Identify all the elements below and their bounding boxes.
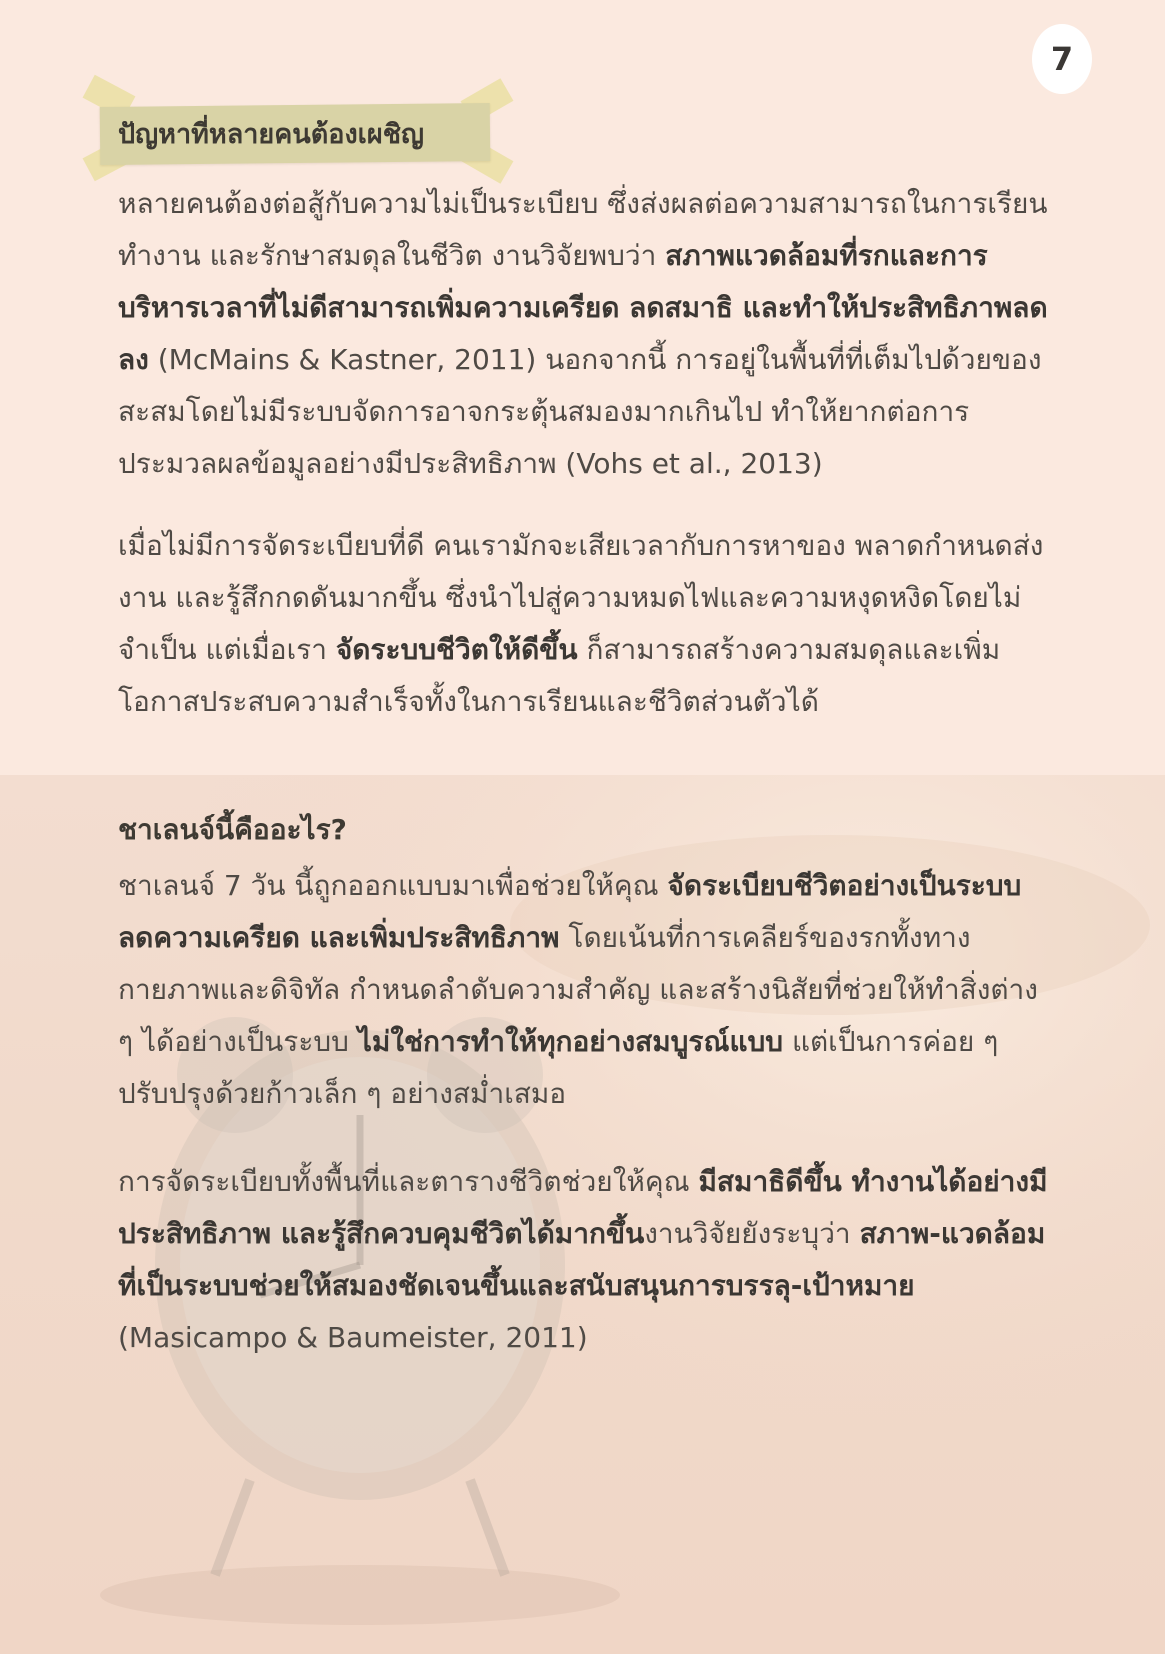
text-run: ชาเลนจ์ 7 วัน นี้ถูกออกแบบมาเพื่อช่วยให้คุณ [118,869,668,902]
problems-paragraph-1 [118,178,1058,490]
bold-text-run: สภาพ-แวดล้อมที่เป็นระบบช่วยให้สมองชัดเจนขึ้นและสนับสนุนการบรรลุ-เป้าหมาย [118,1217,1046,1302]
text-run: หลายคนต้องต่อสู้กับความไม่เป็นระเบียบ ซึ่งส่งผลต่อความสามารถในการเรียน ทำงาน และรักษาสมดุลในชีวิต งานวิจัยพบว่า [118,187,1048,272]
section-heading-challenge: ชาเลนจ์นี้คืออะไร? [118,813,347,846]
section-heading-problems: ปัญหาที่หลายคนต้องเผชิญ [118,119,425,150]
challenge-paragraph-2 [118,1156,1058,1364]
text-run: ก็สามารถสร้างความสมดุลและเพิ่มโอกาสประสบความสำเร็จทั้งในการเรียนและชีวิตส่วนตัวได้ [118,633,1001,718]
text-run: (Masicampo & Baumeister, 2011) [118,1321,588,1354]
text-run: เมื่อไม่มีการจัดระเบียบที่ดี คนเรามักจะเสียเวลากับการหาของ พลาดกำหนดส่งงาน และรู้สึกกดดันมากขึ้น ซึ่งนำไปสู่ความหมดไฟและความหงุดหงิดโดยไม่จำเป็น แต่เมื่อเรา [118,529,1044,666]
bold-text-run: จัดระบบชีวิตให้ดีขึ้น [335,633,578,666]
bold-text-run: ไม่ใช่การทำให้ทุกอย่างสมบูรณ์แบบ [357,1025,784,1058]
bold-text-run: จัดระเบียบชีวิตอย่างเป็นระบบ ลดความเครียด และเพิ่มประสิทธิภาพ [118,869,1022,954]
bold-text-run: มีสมาธิดีขึ้น ทำงานได้อย่างมีประสิทธิภาพ และรู้สึกควบคุมชีวิตได้มากขึ้น [118,1165,1048,1250]
text-run: การจัดระเบียบทั้งพื้นที่และตารางชีวิตช่วยให้คุณ [118,1165,699,1198]
text-run: แต่เป็นการค่อย ๆ ปรับปรุงด้วยก้าวเล็ก ๆ อย่างสม่ำเสมอ [118,1025,999,1110]
challenge-paragraph-1 [118,860,1058,1120]
text-run: (McMains & Kastner, 2011) นอกจากนี้ การอยู่ในพื้นที่ที่เต็มไปด้วยของสะสมโดยไม่มีระบบจัดการอาจกระตุ้นสมองมากเกินไป ทำให้ยากต่อการประมวลผลข้อมูลอย่างมีประสิทธิภาพ (Vohs et al., 2013) [118,343,1042,480]
page-number: 7 [1032,24,1092,94]
bold-text-run: สภาพแวดล้อมที่รกและการบริหารเวลาที่ไม่ดีสามารถเพิ่มความเครียด ลดสมาธิ และทำให้ประสิทธิภาพลดลง [118,239,1048,376]
problems-paragraph-2 [118,520,1058,728]
text-run: งานวิจัยยังระบุว่า [644,1217,860,1250]
text-run: โดยเน้นที่การเคลียร์ของรกทั้งทางกายภาพและดิจิทัล กำหนดลำดับความสำคัญ และสร้างนิสัยที่ช่วยให้ทำสิ่งต่าง ๆ ได้อย่างเป็นระบบ [118,921,1038,1058]
